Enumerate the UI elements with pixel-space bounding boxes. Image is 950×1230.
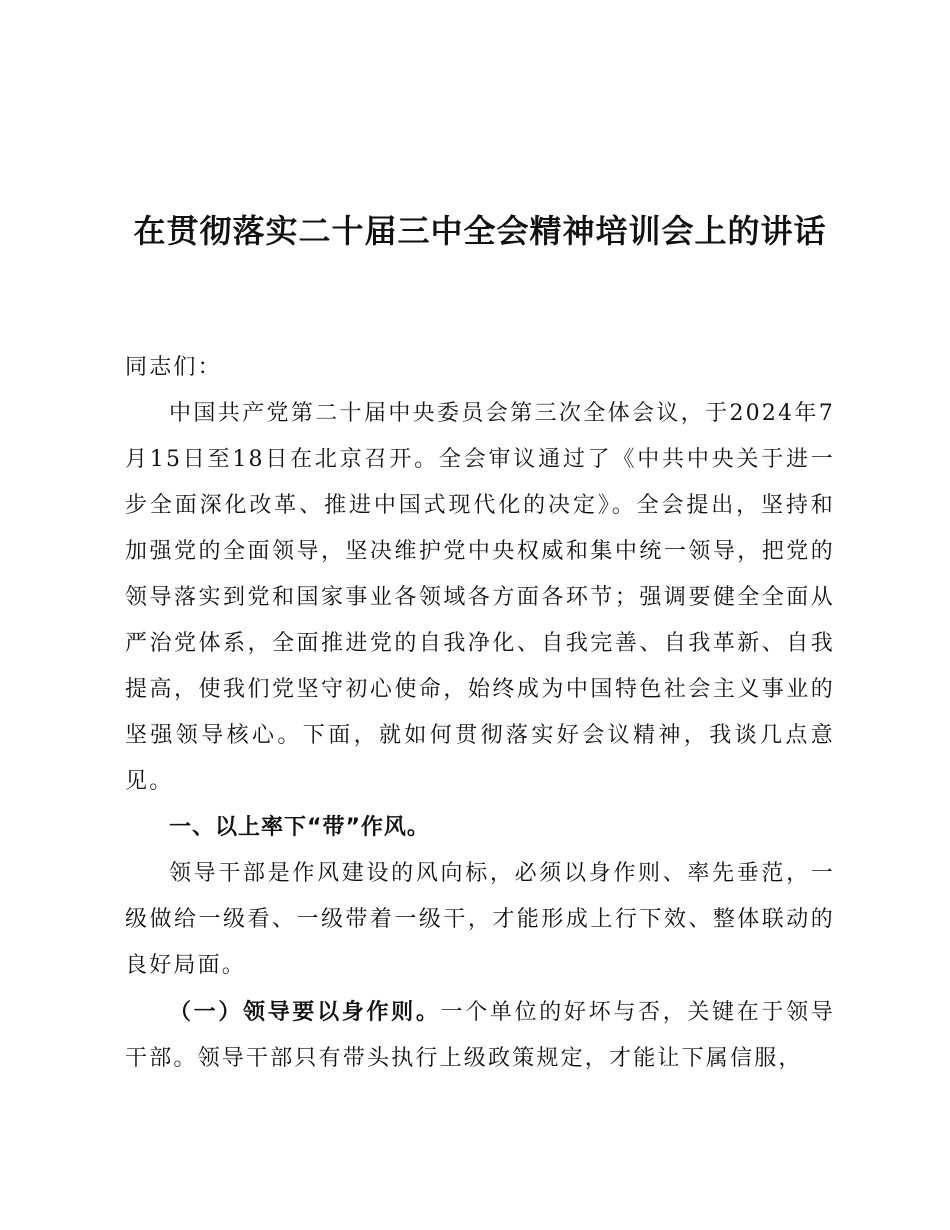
subsection-1-paragraph [125,989,835,1082]
salutation: 同志们： [125,355,222,380]
subsection-1-heading: （一）领导要以身作则。 [169,999,441,1025]
subsection-1-text: 一个单位的好坏与否，关键在于领导干部。领导干部只有带头执行上级政策规定，才能让下属信服， [125,1000,835,1071]
section-1-heading: 一、以上率下“带”作风。 [169,815,430,840]
section-1-paragraph: 领导干部是作风建设的风向标，必须以身作则、率先垂范，一级做给一级看、一级带着一级干，才能形成上行下效、整体联动的良好局面。 [125,861,835,978]
document-body [125,345,835,1082]
intro-paragraph: 中国共产党第二十届中央委员会第三次全体会议，于2024年7月15日至18日在北京召开。全会审议通过了《中共中央关于进一步全面深化改革、推进中国式现代化的决定》。全会提出，坚持和加强党的全面领导，坚决维护党中央权威和集中统一领导，把党的领导落实到党和国家事业各领域各方面各环节；强调要健全全面从严治党体系，全面推进党的自我净化、自我完善、自我革新、自我提高，使我们党坚守初心使命，始终成为中国特色社会主义事业的坚强领导核心。下面，就如何贯彻落实好会议精神，我谈几点意见。 [125,401,835,794]
document-title: 在贯彻落实二十届三中全会精神培训会上的讲话 [133,212,827,250]
